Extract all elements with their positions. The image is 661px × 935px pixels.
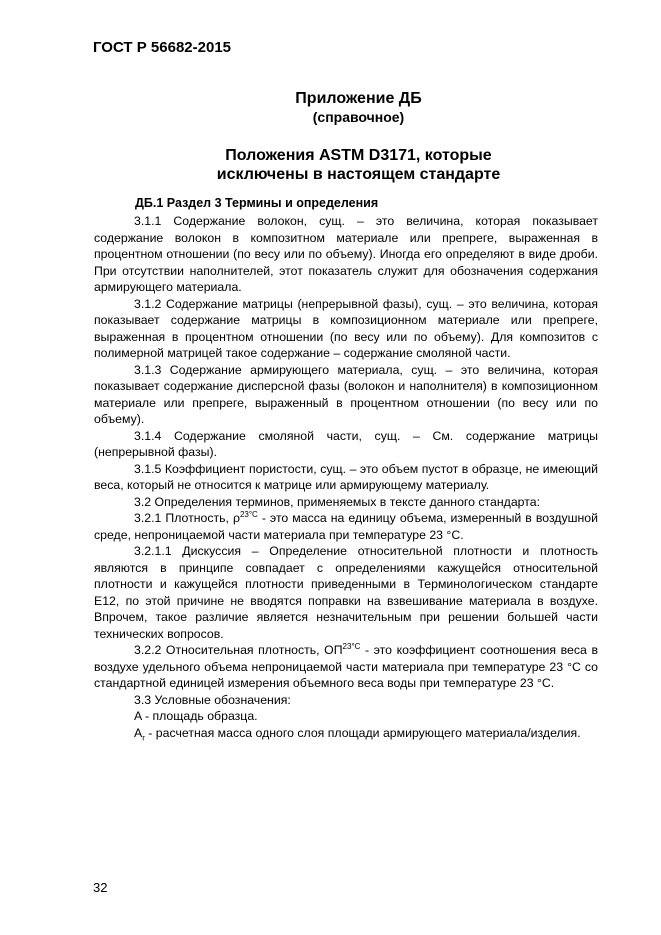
p321-superscript: 23°С — [239, 509, 258, 519]
paragraph-3-3: 3.3 Условные обозначения: — [134, 692, 291, 707]
appendix-subtitle: (справочное) — [312, 109, 405, 125]
paragraph-3-1-5: 3.1.5 Коэффициент пористости, сущ. – это объем пустот в образце, не имеющий веса, который не относится к матрице или армирующему материалу. — [94, 461, 598, 492]
paragraph-3-2-2 — [94, 642, 598, 692]
document-body — [94, 213, 598, 741]
appendix-heading-line1: Положения ASTM D3171, которые — [225, 147, 492, 164]
p321-after: - это масса на единицу объема, измеренный в воздушной среде, непроницаемой части материала при температуре 23 °С. — [94, 511, 598, 542]
par-after: - расчетная масса одного слоя площади армирующего материала/изделия. — [144, 725, 581, 740]
appendix-title: Приложение ДБ — [295, 90, 422, 107]
p321-before: 3.2.1 Плотность, ρ — [134, 511, 240, 525]
par-subscript: r — [142, 732, 145, 742]
appendix-heading — [28, 146, 661, 184]
paragraph-3-1-2: 3.1.2 Содержание матрицы (непрерывной фазы), сущ. – это величина, которая показывает содержание матрицы в композиционном материале или препреге, выраженная в процентном отношении (по весу или по объему). Для композитов с полимерной матрицей такое содержание – содержание смоляной части. — [94, 296, 598, 360]
appendix-heading-line2: исключены в настоящем стандарте — [216, 166, 501, 183]
page-number: 32 — [93, 880, 108, 895]
p322-superscript: 23°С — [342, 641, 361, 651]
p322-after: - это коэффициент соотношения веса в воздухе удельного объема непроницаемой части материала при температуре 23 °С со стандартной единицей измерения объемного веса воды при температуре 23 °С. — [94, 643, 598, 690]
paragraph-3-1-3: 3.1.3 Содержание армирующего материала, сущ. – это величина, которая показывает содержание дисперсной фазы (волокон и наполнителя) в композиционном материале или препреге, выраженный в процентном отношении (по весу или по объему). — [94, 362, 598, 426]
paragraph-3-2-1 — [94, 510, 598, 543]
paragraph-symbol-ar — [94, 725, 598, 742]
par-before: A — [134, 725, 143, 740]
section-title: ДБ.1 Раздел 3 Термины и определения — [135, 196, 379, 210]
paragraph-symbol-a: A - площадь образца. — [134, 709, 258, 723]
paragraph-3-1-1: 3.1.1 Содержание волокон, сущ. – это величина, которая показывает содержание волокон в композитном материале или препреге, выраженная в процентном отношении (по весу или по объему). Иногда его определяют в виде дроби. При отсутствии наполнителей, этот показатель служит для обозначения содержания армирующего материала. — [94, 214, 598, 294]
paragraph-3-2: 3.2 Определения терминов, применяемых в тексте данного стандарта: — [134, 494, 541, 509]
paragraph-3-1-4: 3.1.4 Содержание смоляной части, сущ. – См. содержание матрицы (непрерывной фазы). — [94, 428, 598, 459]
p322-before: 3.2.2 Относительная плотность, ОП — [134, 643, 343, 657]
standard-header: ГОСТ Р 56682-2015 — [93, 39, 232, 56]
paragraph-3-2-1-1: 3.2.1.1 Дискуссия – Определение относительной плотности и плотность являются в принципе совпадает с определениями кажущейся относительной плотности и кажущейся плотности приведенными в Терминологическом стандарте E12, по этой причине не вводятся поправки на взвешивание материала в воздухе. Впрочем, такое различие является незначительным при решении большей части технических вопросов. — [94, 544, 598, 641]
